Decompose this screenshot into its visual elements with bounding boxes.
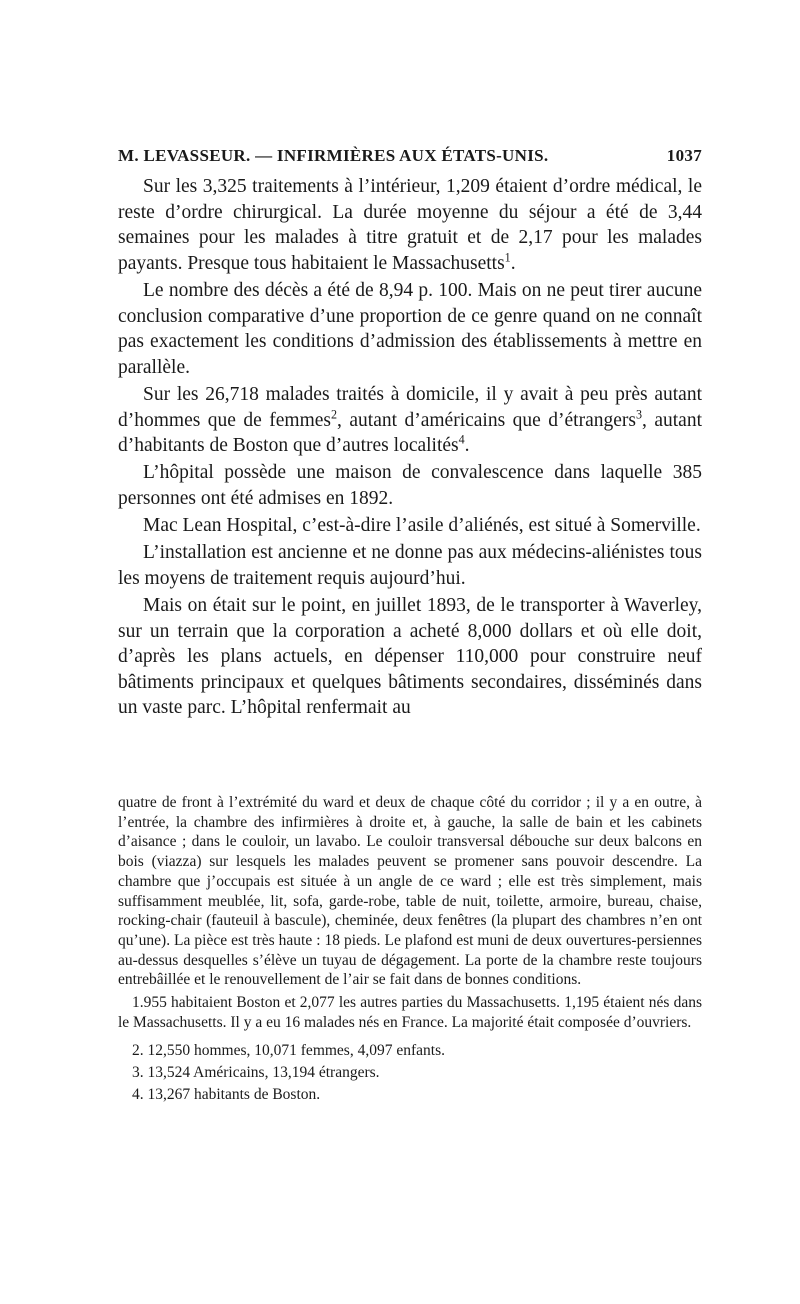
footnote-ref: 4 (458, 432, 465, 447)
paragraph-text: , autant d’américains que d’étrangers (337, 409, 636, 431)
paragraph: Le nombre des décès a été de 8,94 p. 100. Mais on ne peut tirer aucune conclusion comparative d’une proportion de ce genre quand on ne connaît pas exactement les conditions d’admission des établissements à mettre en parallèle. (118, 279, 702, 378)
footnote-continuation: quatre de front à l’extrémité du ward et deux de chaque côté du corridor ; il y a en outre, à l’entrée, la chambre des infirmières à droite et, à gauche, la salle de bain et les cabinets d’aisance ; dans le couloir, un lavabo. Le couloir transversal débouche sur deux balcons en bois (viazza) sur lesquels les malades peuvent se promener sans pouvoir descendre. La chambre que j’occupais est située à un angle de ce ward ; elle est très simplement, mais suffisamment meublée, lit, sofa, garde-robe, table de nuit, toilette, armoire, bureau, chaise, rocking-chair (fauteuil à bascule), cheminée, deux fenêtres (la plupart des chambres n’en ont qu’une). La pièce est très haute : 18 pieds. Le plafond est muni de deux ouvertures-persiennes au-dessus desquelles s’élève un tuyau de dégagement. La porte de la chambre reste toujours entrebâillée et le renouvellement de l’air se fait dans de bonnes conditions. (118, 794, 702, 989)
footnote-2: 2. 12,550 hommes, 10,071 femmes, 4,097 enfants. (132, 1042, 445, 1060)
paragraph-text: , autant d’habitants de Boston que d’autres localités (118, 409, 702, 457)
paragraph-text: Sur les 26,718 malades traités à domicile, il y avait à peu près autant d’hommes que de femmes (118, 383, 702, 431)
paragraph: L’hôpital possède une maison de convalescence dans laquelle 385 personnes ont été admises en 1892. (118, 462, 702, 509)
footnote-ref: 1 (504, 250, 511, 265)
footnote-4: 4. 13,267 habitants de Boston. (132, 1085, 321, 1103)
footnote-ref: 3 (635, 407, 643, 422)
paragraph: Sur les 3,325 traitements à l’intérieur, 1,209 étaient d’ordre médical, le reste d’ordre chirurgical. La durée moyenne du séjour a été de 3,44 semaines pour les malades à titre gratuit et de 2,17 pour les malades payants. Presque tous habitaient le Massachusetts$^1$. (118, 176, 702, 274)
main-text (118, 174, 702, 723)
running-head (118, 146, 702, 172)
paragraph-text: Sur les 3,325 traitements à l’intérieur, 1,209 étaient d’ordre médical, le reste d’ordre chirurgical. La durée moyenne du séjour a été de 3,44 semaines pour les malades à titre gratuit et de 2,17 pour les malades payants. Presque tous habitaient le Massachusetts (118, 176, 702, 274)
running-head-title: M. LEVASSEUR. — INFIRMIÈRES AUX ÉTATS-UNIS. (118, 146, 549, 165)
page-number: 1037 (666, 146, 702, 165)
paragraph: L’installation est ancienne et ne donne pas aux médecins-aliénistes tous les moyens de traitement requis aujourd’hui. (118, 542, 702, 589)
footnotes (118, 793, 702, 1105)
paragraph: Sur les 26,718 malades traités à domicile, il y avait à peu près autant d’hommes que de femmes$^2$, autant d’américains que d’étrangers$^3$, autant d’habitants de Boston que d’autres localités$^4$. (118, 383, 702, 457)
footnote-1: 1.955 habitaient Boston et 2,077 les autres parties du Massachusetts. 1,195 étaient nés dans le Massachusetts. Il y a eu 16 malades nés en France. La majorité était composée d’ouvriers. (118, 994, 702, 1031)
footnote-ref: 2 (331, 407, 338, 422)
paragraph: Mais on était sur le point, en juillet 1893, de le transporter à Waverley, sur un terrain que la corporation a acheté 8,000 dollars et où elle doit, d’après les plans actuels, en dépenser 110,000 pour construire neuf bâtiments principaux et quelques bâtiments secondaires, disséminés dans un vaste parc. L’hôpital renfermait au (118, 595, 702, 719)
footnote-3: 3. 13,524 Américains, 13,194 étrangers. (132, 1064, 380, 1082)
paragraph: Mac Lean Hospital, c’est-à-dire l’asile d’aliénés, est situé à Somerville. (143, 515, 701, 537)
